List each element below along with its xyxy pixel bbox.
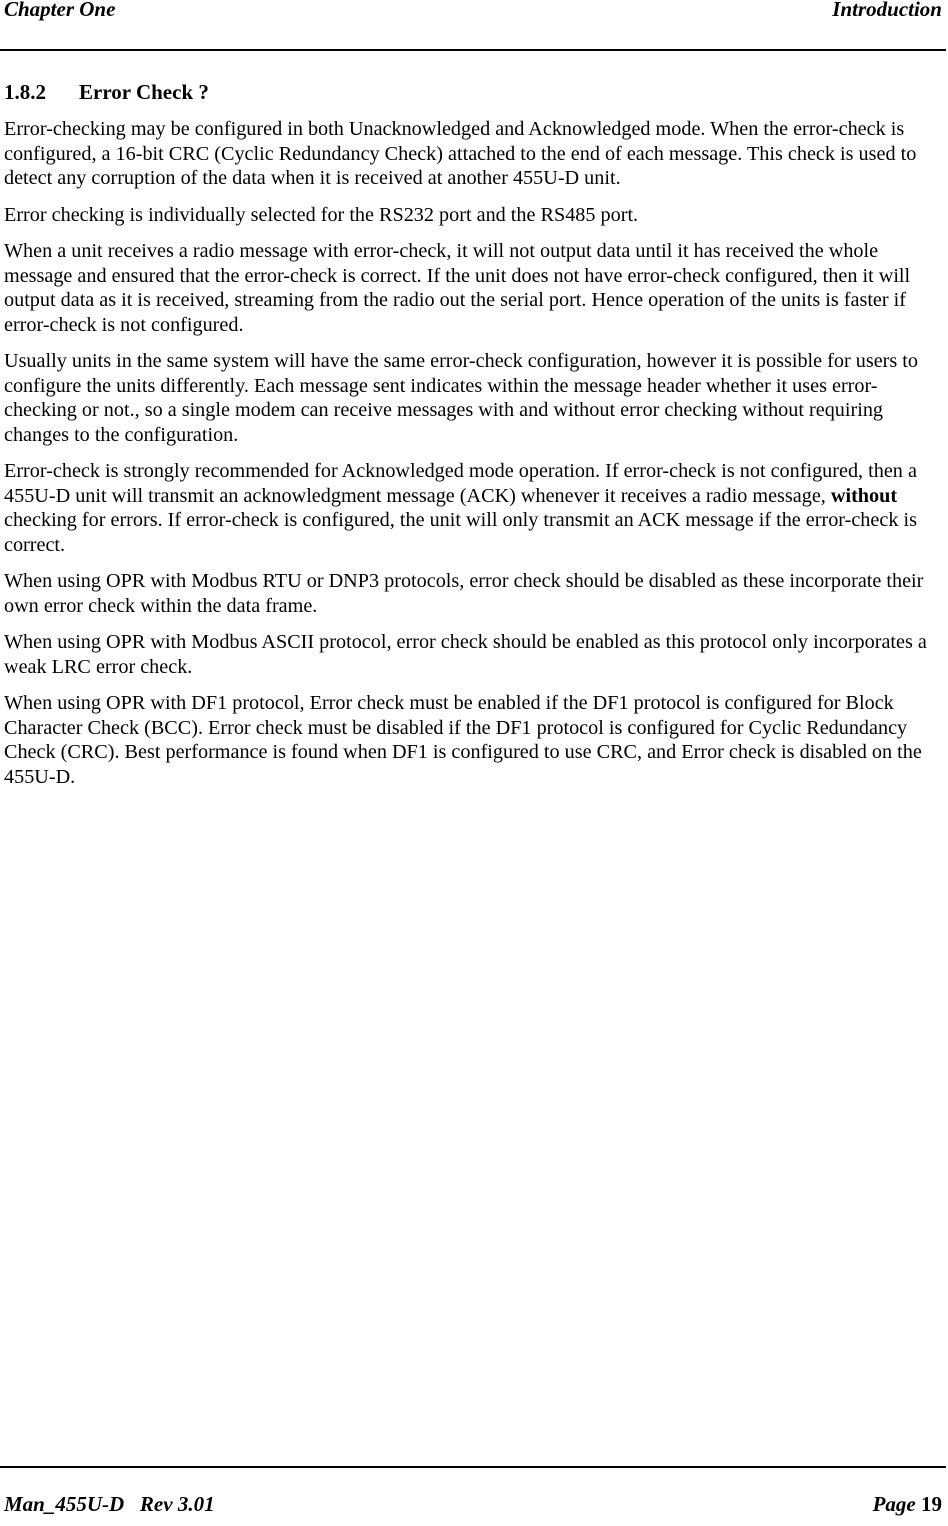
paragraph-radio-message: When a unit receives a radio message with error-check, it will not output data until it has received the whole message and ensured that the error-check is correct. If the unit does not have error-check configured, then it will output data as it is received, streaming from the radio out the serial port. Hence operation of the units is faster if error-check is not configured. [4, 240, 911, 336]
section-number: 1.8.2 [4, 80, 46, 104]
ack-text-after: checking for errors. If error-check is configured, the unit will only transmit an ACK message if the error-check is correct. [4, 509, 917, 556]
ack-text-emphasis: without [830, 484, 898, 507]
paragraph-port-selection: Error checking is individually selected for the RS232 port and the RS485 port. [4, 203, 639, 226]
footer-rule [0, 1466, 946, 1468]
ack-text-before: Error-check is strongly recommended for Acknowledged mode operation. If error-check is not configured, then a 455U-D unit will transmit an acknowledgment message (ACK) whenever it receives a radio message, [4, 460, 917, 507]
manual-revision: Man_455U-D Rev 3.01 [4, 1492, 215, 1516]
paragraph-df1: When using OPR with DF1 protocol, Error check must be enabled if the DF1 protocol is configured for Block Character Check (BCC). Error check must be disabled if the DF1 protocol is configured for Cyclic Redundancy Check (CRC). Best performance is found when DF1 is configured to use CRC, and Error check is disabled on the 455U-D. [4, 692, 922, 788]
page-number: 19 [921, 1492, 942, 1516]
section-heading-title: Error Check ? [79, 80, 209, 104]
page-label: Page [872, 1492, 916, 1516]
section-title: Introduction [832, 0, 942, 21]
paragraph-modbus-rtu: When using OPR with Modbus RTU or DNP3 protocols, error check should be disabled as these incorporate their own error check within the data frame. [4, 570, 924, 617]
page-header [0, 0, 948, 24]
page-indicator [873, 1492, 942, 1517]
header-rule [0, 49, 946, 51]
paragraph-system-configuration: Usually units in the same system will have the same error-check configuration, however it is possible for users to configure the units differently. Each message sent indicates within the message header whether it uses error-checking or not., so a single modem can receive messages with and without error checking without requiring changes to the configuration. [4, 350, 918, 446]
paragraph-acknowledged-mode [4, 459, 946, 557]
page-body [4, 80, 946, 801]
page-footer [0, 1492, 948, 1522]
section-heading [4, 80, 946, 105]
paragraph-error-checking-intro: Error-checking may be configured in both Unacknowledged and Acknowledged mode. When the error-check is configured, a 16-bit CRC (Cyclic Redundancy Check) attached to the end of each message. This check is used to detect any corruption of the data when it is received at another 455U-D unit. [4, 118, 917, 189]
chapter-title: Chapter One [4, 0, 116, 21]
paragraph-modbus-ascii: When using OPR with Modbus ASCII protocol, error check should be enabled as this protocol only incorporates a weak LRC error check. [4, 631, 927, 678]
